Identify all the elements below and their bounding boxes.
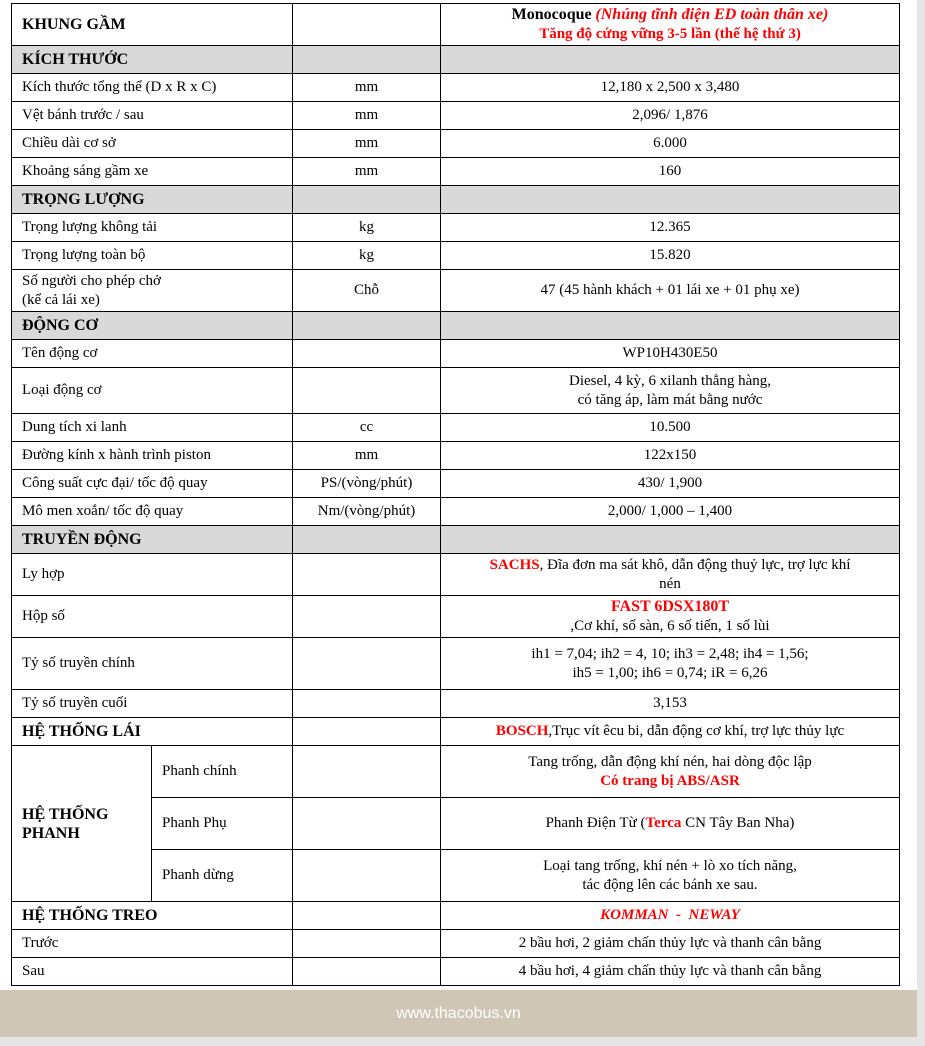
row-unit: mm [293,130,441,158]
aux-brake-post: CN Tây Ban Nha) [681,815,795,831]
row-label: Tên động cơ [12,340,293,368]
row-value [441,850,900,902]
clutch-desc-line1: , Đĩa đơn ma sát khô, dẫn động thuỷ lực, trợ lực khí [539,556,851,573]
table-row [12,102,900,130]
brake-heading-line1: HỆ THỐNG [22,805,109,823]
section-dimensions [12,46,900,74]
row-value: 3,153 [441,690,900,718]
engine-type-line1: Diesel, 4 kỳ, 6 xilanh thẳng hàng, [568,372,772,389]
row-label: Mô men xoắn/ tốc độ quay [12,498,293,526]
row-label: Tỷ số truyền cuối [12,690,293,718]
section-title: ĐỘNG CƠ [12,312,293,340]
row-unit: cc [293,414,441,442]
row-value [441,746,900,798]
section-transmission [12,526,900,554]
seats-label-line1: Số người cho phép chở [22,272,161,289]
row-unit: Chỗ [293,270,441,312]
row-label: Khoảng sáng gầm xe [12,158,293,186]
row-value: 2,000/ 1,000 – 1,400 [441,498,900,526]
table-row [12,130,900,158]
table-row [12,214,900,242]
row-value: 122x150 [441,442,900,470]
ratios-line2: ih5 = 1,00; ih6 = 0,74; iR = 6,26 [572,664,768,681]
row-label: Phanh Phụ [152,798,293,850]
row-label: Hộp số [12,596,293,638]
row-label: Ly hợp [12,554,293,596]
clutch-desc-line2: nén [659,575,681,592]
table-row [12,442,900,470]
row-value [441,638,900,690]
row-label: Tỷ số truyền chính [12,638,293,690]
row-label: Vệt bánh trước / sau [12,102,293,130]
row-value [441,596,900,638]
row-unit: PS/(vòng/phút) [293,470,441,498]
suspension-row [12,902,900,930]
table-row [12,596,900,638]
table-row [12,690,900,718]
section-title: TRUYỀN ĐỘNG [12,526,293,554]
row-label: Trọng lượng không tải [12,214,293,242]
park-brake-line1: Loại tang trống, khí nén + lò xo tích năng, [543,857,797,874]
table-row [12,638,900,690]
table-row [12,414,900,442]
row-label: Sau [12,958,293,986]
row-label: Đường kính x hành trình piston [12,442,293,470]
section-title: HỆ THỐNG TREO [12,902,293,930]
row-value: 160 [441,158,900,186]
row-value: 15.820 [441,242,900,270]
section-title: HỆ THỐNG LÁI [12,718,293,746]
steering-brand: BOSCH [495,723,549,739]
aux-brake-brand: Terca [645,815,682,831]
table-row [12,746,900,798]
row-label: Loại động cơ [12,368,293,414]
row-value: 430/ 1,900 [441,470,900,498]
row-label: Trước [12,930,293,958]
row-label: Dung tích xi lanh [12,414,293,442]
section-engine [12,312,900,340]
table-row [12,74,900,102]
footer [0,990,917,1037]
row-label: Kích thước tổng thể (D x R x C) [12,74,293,102]
table-row [12,470,900,498]
row-value: 12,180 x 2,500 x 3,480 [441,74,900,102]
clutch-brand: SACHS [489,556,540,573]
row-value: 2 bầu hơi, 2 giảm chấn thủy lực và thanh cân bằng [441,930,900,958]
steering-desc: ,Trục vít êcu bi, dẫn động cơ khí, trợ lực thủy lực [548,723,845,739]
row-label [12,270,293,312]
chassis-subtitle: Tăng độ cứng vững 3-5 lần (thế hệ thứ 3) [539,26,801,42]
brake-heading-line2: PHANH [22,824,80,842]
table-row [12,498,900,526]
header-row [12,4,900,46]
ratios-line1: ih1 = 7,04; ih2 = 4, 10; ih3 = 2,48; ih4 = 1,56; [531,645,809,662]
table-row [12,958,900,986]
row-value: 12.365 [441,214,900,242]
row-unit: mm [293,102,441,130]
engine-type-line2: có tăng áp, làm mát bằng nước [577,391,763,408]
chassis-title-note: (Nhúng tĩnh điện ED toàn thân xe) [595,6,829,23]
gearbox-model: FAST 6DSX180T [610,598,730,615]
section-weight [12,186,900,214]
spec-table [11,3,900,986]
row-value: WP10H430E50 [441,340,900,368]
row-value: 10.500 [441,414,900,442]
table-row [12,158,900,186]
row-unit: kg [293,242,441,270]
row-value: 4 bầu hơi, 4 giảm chấn thủy lực và thanh cân bằng [441,958,900,986]
row-label: Trọng lượng toàn bộ [12,242,293,270]
row-value [441,798,900,850]
row-value: 47 (45 hành khách + 01 lái xe + 01 phụ xe) [441,270,900,312]
footer-url[interactable]: www.thacobus.vn [396,1004,521,1022]
row-unit: mm [293,74,441,102]
suspension-brand: KOMMAN - NEWAY [441,902,900,930]
row-label: Phanh dừng [152,850,293,902]
seats-label-line2: (kể cả lái xe) [22,291,100,308]
table-row [12,368,900,414]
brake-heading [12,746,152,902]
row-value [441,368,900,414]
table-row [12,554,900,596]
row-label: Chiều dài cơ sở [12,130,293,158]
table-row [12,242,900,270]
row-label: Phanh chính [152,746,293,798]
gearbox-desc: ,Cơ khí, số sàn, 6 số tiến, 1 số lùi [570,618,770,634]
main-brake-line1: Tang trống, dẫn động khí nén, hai dòng độc lập [528,753,812,770]
page-bottom-edge [0,1037,925,1046]
row-unit: Nm/(vòng/phút) [293,498,441,526]
row-value [441,718,900,746]
section-title: KÍCH THƯỚC [12,46,293,74]
row-value [441,554,900,596]
aux-brake-pre: Phanh Điện Từ ( [545,815,646,831]
section-title: TRỌNG LƯỢNG [12,186,293,214]
row-unit: mm [293,158,441,186]
chassis-value [441,4,900,46]
table-row [12,340,900,368]
row-value: 6.000 [441,130,900,158]
park-brake-line2: tác động lên các bánh xe sau. [582,876,758,893]
page-edge [917,0,925,1046]
header-empty-cell [293,4,441,46]
steering-row [12,718,900,746]
chassis-label: KHUNG GẦM [12,4,293,46]
row-label: Công suất cực đại/ tốc độ quay [12,470,293,498]
row-value: 2,096/ 1,876 [441,102,900,130]
chassis-title: Monocoque [511,6,592,23]
row-unit: mm [293,442,441,470]
table-row [12,270,900,312]
main-brake-line2: Có trang bị ABS/ASR [600,772,740,789]
table-row [12,930,900,958]
row-unit: kg [293,214,441,242]
